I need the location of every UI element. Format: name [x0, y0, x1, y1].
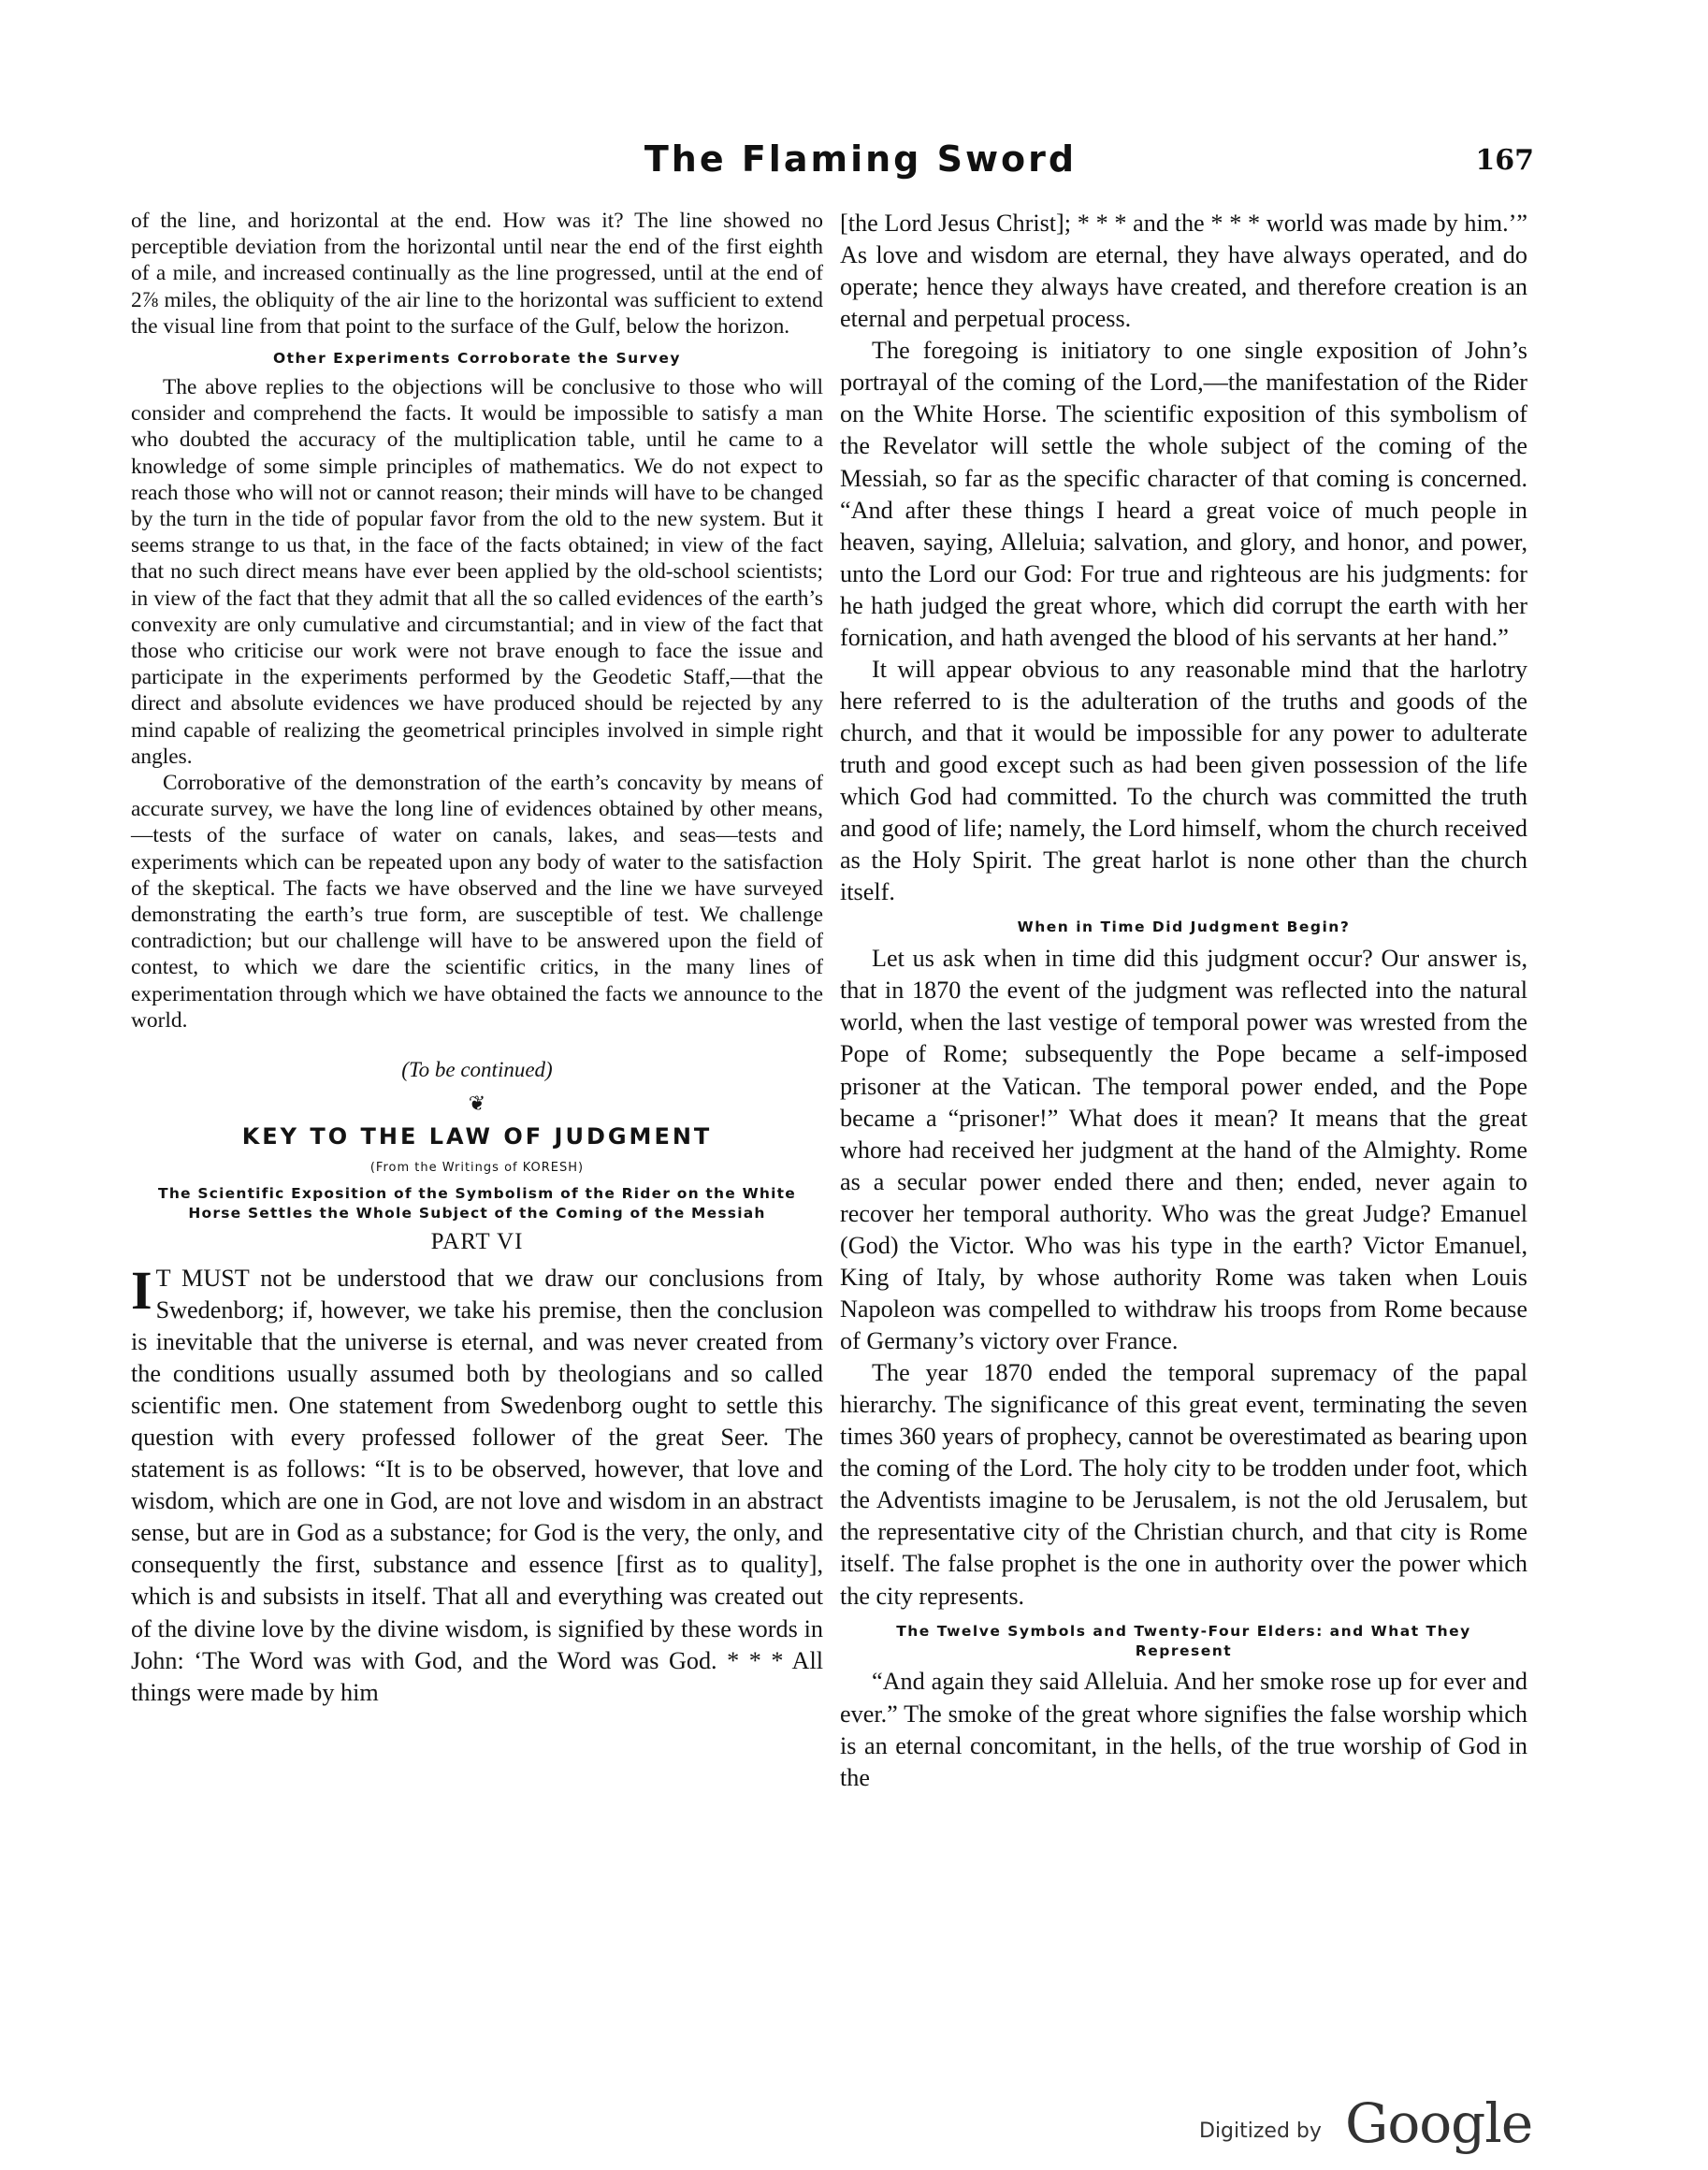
opening-paragraph-text: T MUST not be understood that we draw our conclusions from Swedenborg; if, however, we take his premise, then the conclusion is inevitable that the universe is eternal, and was never created from the conditions usually assumed both by theologians and so called scientific men. One statement from Swedenborg ought to settle this question with every professed follower of the great Seer. The statement is as follows: “It is to be observed, however, that love and wisdom, which are one in God, are not love and wisdom in an abstract sense, but are in God as a substance; for God is the very, the only, and consequently the first, substance and essence [first as to quality], which is and subsists in itself. That all and everything was created out of the divine love by the divine wisdom, is signified by these words in John: ‘The Word was with God, and the Word was God. * * * All things were made by him: [131, 1264, 823, 1706]
left-column: [131, 208, 823, 1709]
section-subheading: The Twelve Symbols and Twenty-Four Elders: and What They Represent: [896, 1622, 1471, 1659]
paragraph: It will appear obvious to any reasonable mind that the harlotry here referred to is the adulteration of the truths and goods of the church, and that it would be impossible for any power to adulterate truth and good except such as had been given possession of the life which God had committed. To the church was committed the truth and good of life; namely, the Lord himself, whom the church received as the Holy Spirit. The great harlot is none other than the church itself.: [840, 655, 1527, 906]
opening-paragraph: [131, 1259, 823, 1709]
paragraph: The year 1870 ended the temporal supremacy of the papal hierarchy. The significance of this great event, terminating the seven times 360 years of prophecy, cannot be overestimated as bearing upon the coming of the Lord. The holy city to be trodden under foot, which the Adventists imagine to be Jerusalem, is not the old Jerusalem, but the representative city of the Christian church, and that city is Rome itself. The false prophet is the one in authority over the power which the city represents.: [840, 1359, 1527, 1610]
paragraph: [the Lord Jesus Christ]; * * * and the * * * world was made by him.’” As love and wisdom are eternal, they have always operated, and do operate; hence they always have created, and therefore creation is an eternal and perpetual process.: [840, 210, 1527, 333]
section-subheading: When in Time Did Judgment Begin?: [1017, 919, 1351, 936]
fleuron-ornament: ❦: [468, 1092, 486, 1116]
paragraph: Let us ask when in time did this judgment occur? Our answer is, that in 1870 the event of the judgment was reflected into the natural world, when the last vestige of temporal power was wrested from the Pope of Rome; subsequently the Pope became a self-imposed prisoner at the Vatican. The temporal power ended, and the Pope became a “prisoner!” What does it mean? It means that the great whore had received her judgment at the hand of the Almighty. Rome as a secular power ended there and then; ended, never again to recover her temporal authority. Who was the great Judge? Emanuel (God) the Victor. Who was his type in the earth? Victor Emanuel, King of Italy, by whose authority Rome was taken when Louis Napoleon was compelled to withdraw his troops from Rome because of Germany’s victory over France.: [840, 945, 1527, 1355]
page-header: [131, 138, 1534, 195]
paragraph: Corroborative of the demonstration of the earth’s concavity by means of accurate survey, we have the long line of evidences obtained by other means,—tests of the surface of water on canals, lakes, and seas—tests and experiments which can be repeated upon any body of water to the satisfaction of the skeptical. The facts we have observed and the line we have surveyed demonstrating the earth’s true form, are susceptible of test. We challenge contradiction; but our challenge will have to be answered upon the field of contest, to which we dare the scientific critics, in the many lines of experimentation through which we have obtained the facts we announce to the world.: [131, 770, 823, 1033]
part-heading: PART VI: [430, 1228, 524, 1254]
source-line: (From the Writings of KORESH): [369, 1161, 585, 1176]
article-subtitle: The Scientific Exposition of the Symbolism of the Rider on the White Horse Settles the Whole Subject of the Coming of the Messiah: [158, 1185, 796, 1222]
to-be-continued-note: (To be continued): [401, 1058, 553, 1082]
google-logo: Google: [1345, 2091, 1533, 2155]
paragraph: The foregoing is initiatory to one single exposition of John’s portrayal of the coming of the Lord,—the manifestation of the Rider on the White Horse. The scientific exposition of this symbolism of the Revelator will settle the whole subject of the coming of the Messiah, so far as the specific character of that coming is concerned. “And after these things I heard a great voice of much people in heaven, saying, Alleluia; salvation, and glory, and honor, and power, unto the Lord our God: For true and righteous are his judgments: for he hath judged the great whore, which did corrupt the earth with her fornication, and hath avenged the blood of his servants at her hand.”: [840, 337, 1527, 651]
paragraph: “And again they said Alleluia. And her smoke rose up for ever and ever.” The smoke of the great whore signifies the false worship which is an eternal concomitant, in the hells, of the true worship of God in the: [840, 1668, 1527, 1791]
drop-cap: I: [131, 1259, 152, 1321]
running-title: The Flaming Sword: [644, 138, 1078, 180]
article-title: KEY TO THE LAW OF JUDGMENT: [241, 1123, 713, 1150]
digitized-by-google-watermark: [1199, 2091, 1536, 2155]
paragraph: The above replies to the objections will be conclusive to those who will consider and comprehend the facts. It would be impossible to satisfy a man who doubted the accuracy of the multiplication table, until he came to a knowledge of some simple principles of mathematics. We do not expect to reach those who will not or cannot reason; their minds will have to be changed by the turn in the tide of popular favor from the old to the new system. But it seems strange to us that, in the face of the facts obtained; in view of the fact that no such direct means have ever been applied by the old-school scientists; in view of the fact that they admit that all the so called evidences of the earth’s convexity are only cumulative and circumstantial; and in view of the fact that those who criticise our work were not brave enough to face the issue and participate in the experiments performed by the Geodetic Staff,—that the direct and absolute evidences we have produced should be rejected by any mind capable of realizing the geometrical principles involved in simple right angles.: [131, 374, 823, 769]
right-column: [840, 208, 1527, 1794]
digitized-by-text: Digitized by: [1199, 2119, 1322, 2143]
section-subheading: Other Experiments Corroborate the Survey: [272, 350, 682, 368]
page-number: 167: [1475, 144, 1534, 177]
paragraph: of the line, and horizontal at the end. How was it? The line showed no perceptible deviation from the horizontal until near the end of the first eighth of a mile, and increased continually as the line progressed, until at the end of 2⅞ miles, the obliquity of the air line to the horizontal was sufficient to extend the visual line from that point to the surface of the Gulf, below the horizon.: [131, 209, 823, 339]
